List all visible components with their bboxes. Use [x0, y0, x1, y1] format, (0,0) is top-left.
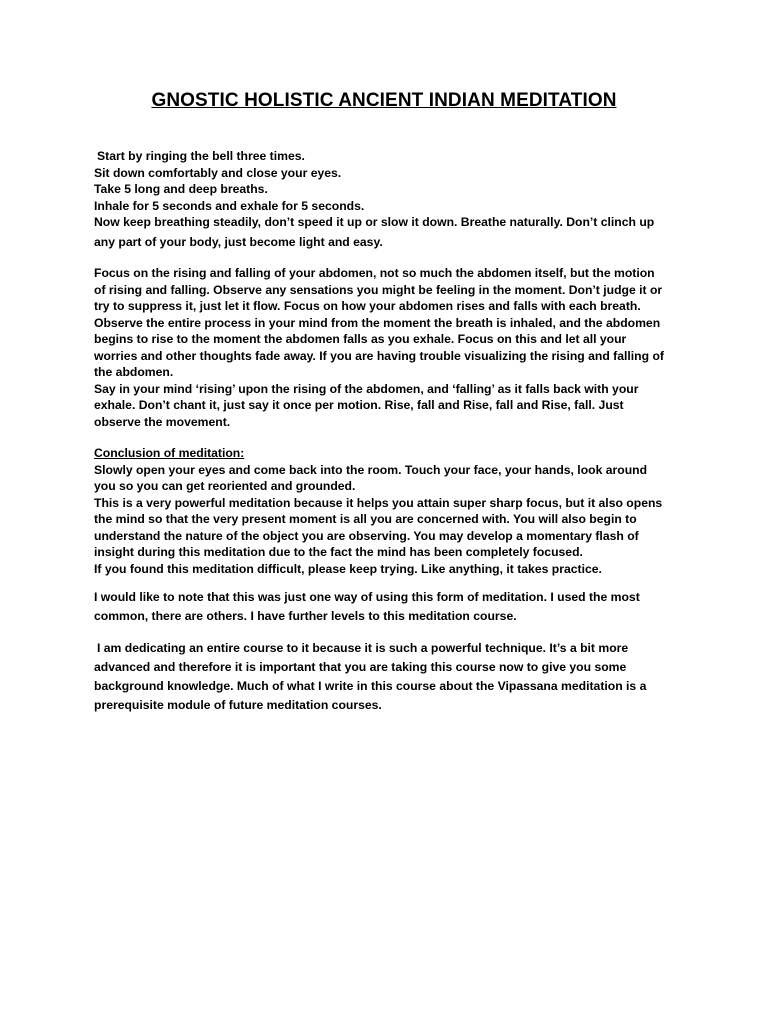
text-line: background knowledge. Much of what I write in this course about the Vipassana meditation is a — [94, 679, 647, 693]
text-line: Inhale for 5 seconds and exhale for 5 seconds. — [94, 198, 365, 213]
text-line: common, there are others. I have further levels to this meditation course. — [94, 608, 517, 623]
text-line: Focus on the rising and falling of your abdomen, not so much the abdomen itself, but the motion — [94, 266, 655, 280]
text-line: observe the movement. — [94, 414, 231, 429]
text-line: advanced and therefore it is important that you are taking this course now to give you some — [94, 660, 627, 674]
text-line: try to suppress it, just let it flow. Focus on how your abdomen rises and falls with each breath. — [94, 299, 641, 313]
text-line: I am dedicating an entire course to it because it is such a powerful technique. It’s a bit more — [97, 641, 629, 655]
conclusion-heading: Conclusion of meditation: — [94, 446, 245, 460]
text-line: Sit down comfortably and close your eyes. — [94, 165, 342, 180]
text-line: prerequisite module of future meditation courses. — [94, 698, 382, 712]
intro-paragraph — [94, 148, 684, 250]
dedication-paragraph — [94, 639, 684, 715]
document-body — [94, 148, 684, 715]
text-line: any part of your body, just become light and easy. — [94, 234, 383, 249]
text-line: the mind so that the very present moment is all you are concerned with. You will also begin to — [94, 512, 637, 526]
text-line: worries and other thoughts fade away. If you are having trouble visualizing the rising and falling of — [94, 348, 664, 363]
text-line: begins to rise to the moment the abdomen falls as you exhale. Focus on this and let all your — [94, 332, 627, 346]
document-title: GNOSTIC HOLISTIC ANCIENT INDIAN MEDITATION — [151, 90, 617, 111]
text-line: Say in your mind ‘rising’ upon the rising of the abdomen, and ‘falling’ as it falls back with your — [94, 381, 639, 396]
focus-paragraph — [94, 265, 684, 430]
text-line: Observe the entire process in your mind from the moment the breath is inhaled, and the abdomen — [94, 315, 661, 330]
note-paragraph — [94, 589, 684, 624]
text-line: exhale. Don’t chant it, just say it once per motion. Rise, fall and Rise, fall and Rise, fall. Just — [94, 398, 624, 412]
text-line: This is a very powerful meditation because it helps you attain super sharp focus, but it also opens — [94, 495, 663, 510]
text-line: Start by ringing the bell three times. — [97, 149, 305, 163]
text-line: Take 5 long and deep breaths. — [94, 182, 268, 196]
text-line: insight during this meditation due to the fact the mind has been completely focused. — [94, 545, 583, 559]
conclusion-section — [94, 445, 684, 577]
text-line: Slowly open your eyes and come back into the room. Touch your face, your hands, look around — [94, 462, 648, 477]
text-line: you so you can get reoriented and grounded. — [94, 479, 356, 493]
text-line: understand the nature of the object you are observing. You may develop a momentary flash of — [94, 528, 639, 543]
text-line: the abdomen. — [94, 365, 174, 379]
text-line: of rising and falling. Observe any sensations you might be feeling in the moment. Don’t judge it or — [94, 282, 663, 297]
text-line: I would like to note that this was just one way of using this form of meditation. I used the most — [94, 590, 640, 604]
text-line: Now keep breathing steadily, don’t speed it up or slow it down. Breathe naturally. Don’t clinch up — [94, 215, 655, 229]
text-line: If you found this meditation difficult, please keep trying. Like anything, it takes practice. — [94, 561, 602, 576]
